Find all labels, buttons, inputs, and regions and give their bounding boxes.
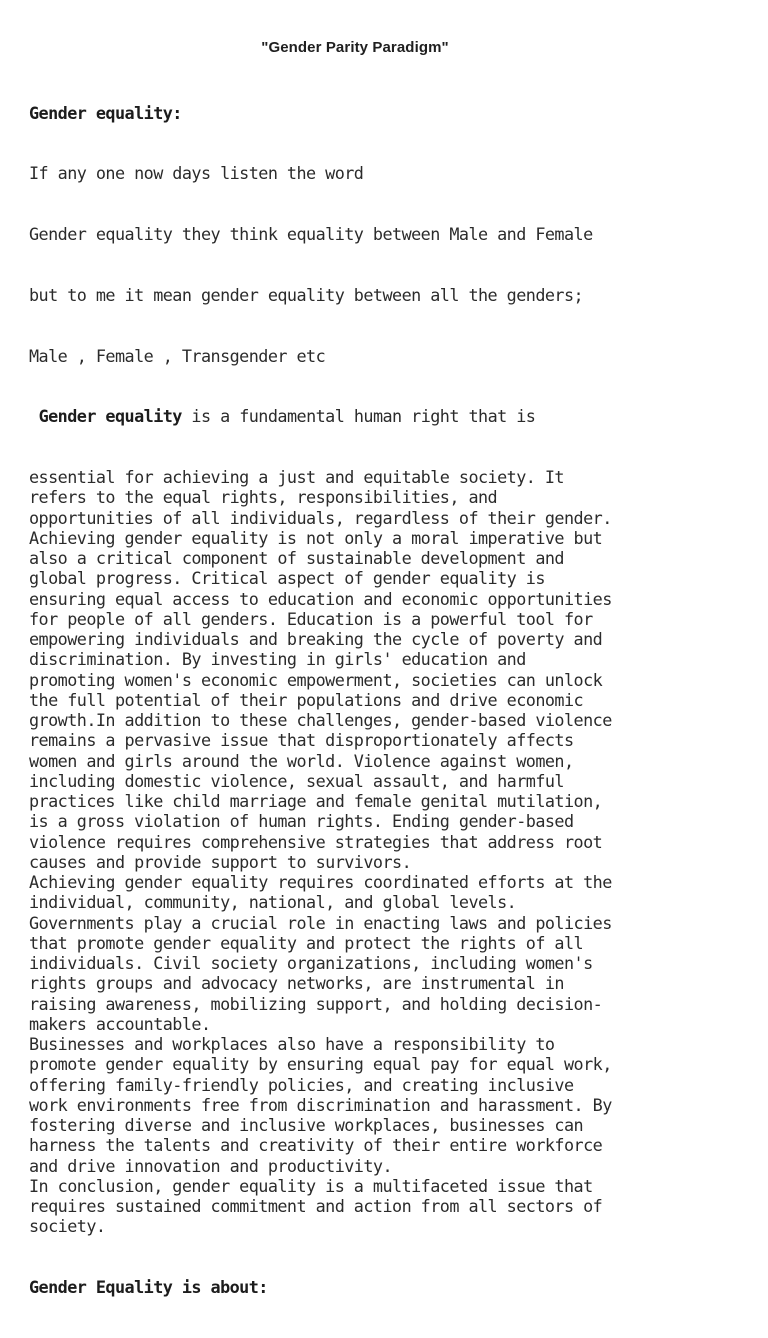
- body-text-line: Governments play a crucial role in enacting laws and policies: [29, 912, 612, 933]
- body-text-line: fostering diverse and inclusive workplaces, businesses can: [29, 1115, 584, 1135]
- intro-line: Male , Female , Transgender etc: [29, 345, 326, 366]
- body-text-line: including domestic violence, sexual assault, and harmful: [29, 770, 564, 791]
- body-text-line: harness the talents and creativity of their entire workforce: [29, 1135, 603, 1156]
- intro-line: but to me it mean gender equality between all the genders;: [29, 284, 584, 305]
- body-text-line: is a gross violation of human rights. Ending gender-based: [29, 811, 574, 832]
- heading-gender-equality-about: Gender Equality is about:: [29, 1277, 268, 1297]
- body-text-line: Achieving gender equality is not only a moral imperative but: [29, 527, 603, 548]
- body-text-line: essential for achieving a just and equitable society. It: [29, 467, 564, 487]
- body-text-line: raising awareness, mobilizing support, and holding decision-: [29, 993, 603, 1014]
- body-text-line: requires sustained commitment and action from all sectors of: [29, 1196, 603, 1216]
- body-text-line: Businesses and workplaces also have a responsibility to: [29, 1034, 555, 1054]
- body-text-line: empowering individuals and breaking the cycle of poverty and: [29, 629, 603, 649]
- body-text-line: for people of all genders. Education is a powerful tool for: [29, 608, 593, 629]
- document-body: [29, 62, 768, 1338]
- body-text-line: refers to the equal rights, responsibilities, and: [29, 487, 498, 508]
- body-text-line: work environments free from discrimination and harassment. By: [29, 1094, 612, 1115]
- body-lines: [29, 467, 768, 1237]
- body-text-line: that promote gender equality and protect the rights of all: [29, 932, 584, 953]
- paragraph-lead-rest: is a fundamental human right that is: [181, 406, 536, 427]
- body-text-line: promoting women's economic empowerment, societies can unlock: [29, 669, 603, 690]
- body-text-line: offering family-friendly policies, and creating inclusive: [29, 1074, 574, 1095]
- body-text-line: society.: [29, 1216, 106, 1237]
- paragraph-lead-bold: Gender equality: [38, 406, 182, 427]
- body-text-line: ensuring equal access to education and economic opportunities: [29, 588, 612, 609]
- intro-line: Gender equality they think equality between Male and Female: [29, 224, 593, 244]
- body-text-line: and drive innovation and productivity.: [29, 1155, 393, 1176]
- body-text-line: violence requires comprehensive strategies that address root: [29, 831, 603, 852]
- heading-gender-equality: Gender equality:: [29, 102, 182, 123]
- body-text-line: promote gender equality by ensuring equal pay for equal work,: [29, 1054, 612, 1075]
- body-text-line: growth.In addition to these challenges, gender-based violence: [29, 710, 612, 730]
- body-text-line: practices like child marriage and female genital mutilation,: [29, 791, 603, 811]
- body-text-line: remains a pervasive issue that disproportionately affects: [29, 730, 574, 751]
- body-text-line: opportunities of all individuals, regardless of their gender.: [29, 507, 612, 528]
- intro-line: If any one now days listen the word: [29, 163, 364, 184]
- body-text-line: makers accountable.: [29, 1013, 211, 1034]
- body-text-line: Achieving gender equality requires coordinated efforts at the: [29, 872, 612, 892]
- document-title: "Gender Parity Paradigm": [261, 39, 449, 56]
- body-text-line: also a critical component of sustainable development and: [29, 548, 564, 568]
- body-text-line: global progress. Critical aspect of gender equality is: [29, 568, 545, 589]
- body-text-line: rights groups and advocacy networks, are instrumental in: [29, 973, 564, 994]
- paragraph-lead-line: [29, 406, 768, 426]
- body-text-line: discrimination. By investing in girls' education and: [29, 649, 526, 670]
- body-text-line: individuals. Civil society organizations, including women's: [29, 953, 593, 973]
- body-text-line: the full potential of their populations and drive economic: [29, 689, 584, 710]
- body-text-line: individual, community, national, and global levels.: [29, 892, 517, 913]
- body-text-line: causes and provide support to survivors.: [29, 851, 412, 872]
- body-text-line: In conclusion, gender equality is a multifaceted issue that: [29, 1175, 593, 1196]
- body-text-line: women and girls around the world. Violence against women,: [29, 750, 574, 771]
